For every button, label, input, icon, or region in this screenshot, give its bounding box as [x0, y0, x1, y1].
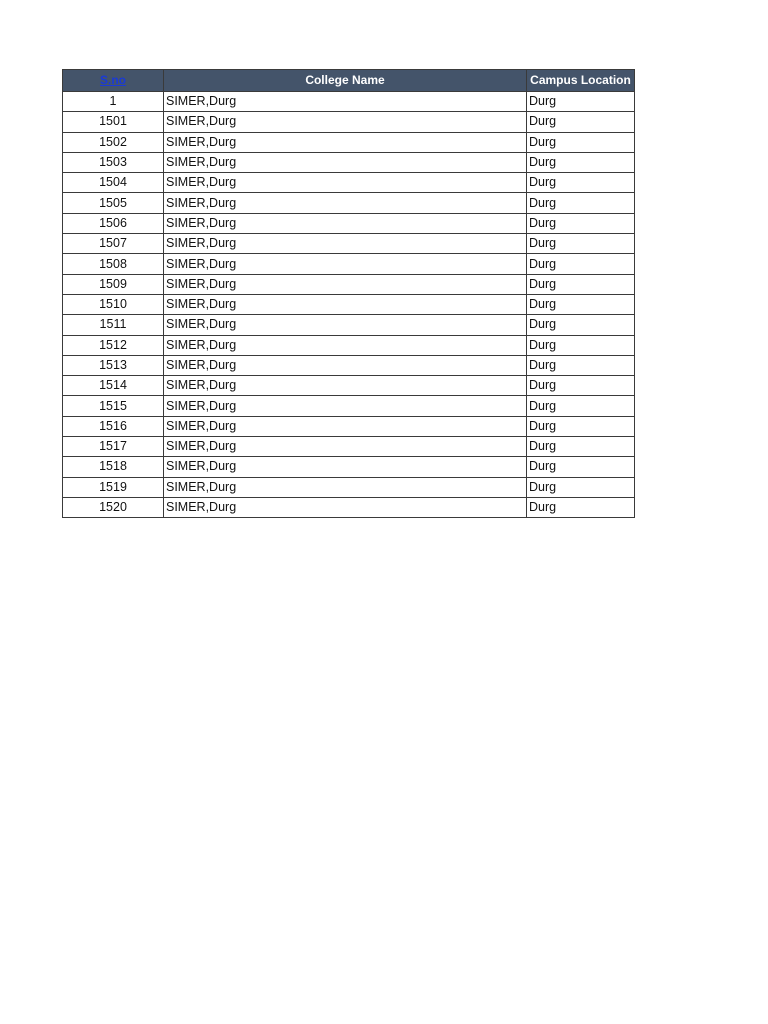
cell-sno: 1507	[63, 234, 164, 254]
cell-college-name: SIMER,Durg	[164, 315, 527, 335]
cell-college-name: SIMER,Durg	[164, 132, 527, 152]
cell-campus-location: Durg	[527, 274, 635, 294]
cell-sno: 1503	[63, 152, 164, 172]
cell-college-name: SIMER,Durg	[164, 213, 527, 233]
cell-sno: 1510	[63, 294, 164, 314]
cell-campus-location: Durg	[527, 376, 635, 396]
cell-campus-location: Durg	[527, 234, 635, 254]
table-row	[63, 294, 635, 314]
table-row	[63, 457, 635, 477]
cell-college-name: SIMER,Durg	[164, 92, 527, 112]
cell-sno: 1506	[63, 213, 164, 233]
table-row	[63, 173, 635, 193]
cell-sno: 1504	[63, 173, 164, 193]
cell-college-name: SIMER,Durg	[164, 234, 527, 254]
cell-sno: 1518	[63, 457, 164, 477]
cell-campus-location: Durg	[527, 477, 635, 497]
cell-college-name: SIMER,Durg	[164, 274, 527, 294]
cell-sno: 1517	[63, 437, 164, 457]
cell-campus-location: Durg	[527, 396, 635, 416]
cell-campus-location: Durg	[527, 254, 635, 274]
cell-campus-location: Durg	[527, 193, 635, 213]
table-row	[63, 497, 635, 517]
sno-header-link[interactable]: S.no	[100, 73, 126, 87]
college-table	[62, 69, 635, 518]
cell-college-name: SIMER,Durg	[164, 396, 527, 416]
cell-campus-location: Durg	[527, 416, 635, 436]
cell-sno: 1502	[63, 132, 164, 152]
cell-sno: 1516	[63, 416, 164, 436]
table-row	[63, 254, 635, 274]
table-row	[63, 477, 635, 497]
cell-campus-location: Durg	[527, 437, 635, 457]
cell-sno: 1515	[63, 396, 164, 416]
table-row	[63, 416, 635, 436]
cell-campus-location: Durg	[527, 92, 635, 112]
cell-sno: 1512	[63, 335, 164, 355]
cell-college-name: SIMER,Durg	[164, 152, 527, 172]
cell-college-name: SIMER,Durg	[164, 294, 527, 314]
cell-college-name: SIMER,Durg	[164, 457, 527, 477]
table-header-row	[63, 70, 635, 92]
table-row	[63, 193, 635, 213]
cell-campus-location: Durg	[527, 294, 635, 314]
cell-campus-location: Durg	[527, 355, 635, 375]
table-row	[63, 152, 635, 172]
cell-college-name: SIMER,Durg	[164, 416, 527, 436]
cell-sno: 1520	[63, 497, 164, 517]
table-row	[63, 132, 635, 152]
table-row	[63, 376, 635, 396]
cell-campus-location: Durg	[527, 173, 635, 193]
cell-sno: 1514	[63, 376, 164, 396]
cell-sno: 1513	[63, 355, 164, 375]
cell-campus-location: Durg	[527, 152, 635, 172]
cell-campus-location: Durg	[527, 497, 635, 517]
table-row	[63, 355, 635, 375]
cell-campus-location: Durg	[527, 132, 635, 152]
cell-sno: 1519	[63, 477, 164, 497]
cell-college-name: SIMER,Durg	[164, 335, 527, 355]
header-sno	[63, 70, 164, 92]
cell-sno: 1509	[63, 274, 164, 294]
cell-campus-location: Durg	[527, 315, 635, 335]
table-row	[63, 234, 635, 254]
cell-sno: 1508	[63, 254, 164, 274]
cell-college-name: SIMER,Durg	[164, 193, 527, 213]
table-row	[63, 335, 635, 355]
header-campus-location: Campus Location	[527, 70, 635, 92]
cell-sno: 1	[63, 92, 164, 112]
cell-college-name: SIMER,Durg	[164, 376, 527, 396]
cell-sno: 1511	[63, 315, 164, 335]
table-row	[63, 396, 635, 416]
table-row	[63, 315, 635, 335]
cell-college-name: SIMER,Durg	[164, 254, 527, 274]
cell-campus-location: Durg	[527, 335, 635, 355]
table-body	[63, 92, 635, 518]
cell-college-name: SIMER,Durg	[164, 355, 527, 375]
cell-campus-location: Durg	[527, 457, 635, 477]
table-row	[63, 92, 635, 112]
table-row	[63, 213, 635, 233]
cell-college-name: SIMER,Durg	[164, 112, 527, 132]
table-row	[63, 437, 635, 457]
table-row	[63, 112, 635, 132]
header-college-name: College Name	[164, 70, 527, 92]
cell-college-name: SIMER,Durg	[164, 173, 527, 193]
cell-campus-location: Durg	[527, 112, 635, 132]
cell-college-name: SIMER,Durg	[164, 497, 527, 517]
cell-college-name: SIMER,Durg	[164, 477, 527, 497]
cell-sno: 1501	[63, 112, 164, 132]
table-row	[63, 274, 635, 294]
cell-college-name: SIMER,Durg	[164, 437, 527, 457]
cell-campus-location: Durg	[527, 213, 635, 233]
cell-sno: 1505	[63, 193, 164, 213]
